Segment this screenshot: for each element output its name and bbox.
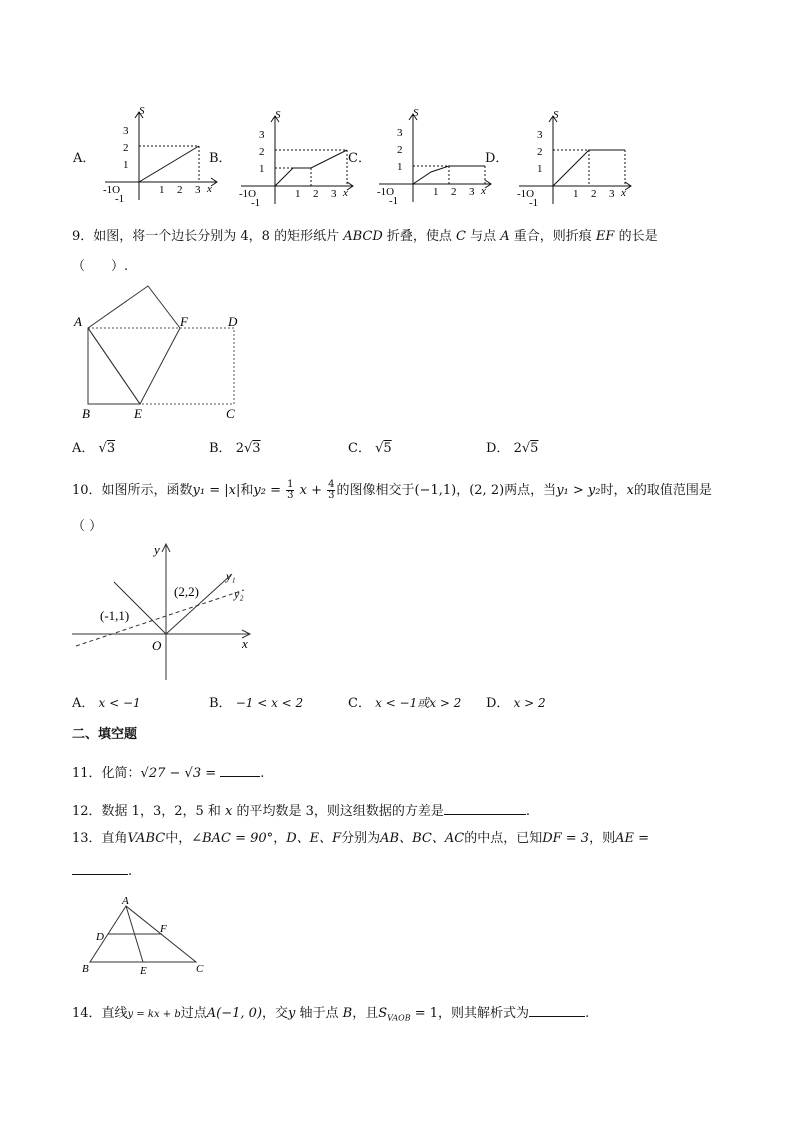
q8-a-s: S: [139, 105, 145, 117]
svg-text:-1O: -1O: [517, 188, 535, 200]
svg-text:3: 3: [331, 188, 337, 200]
svg-text:3: 3: [195, 184, 201, 196]
svg-text:2: 2: [259, 146, 265, 158]
q9-stem: 9．如图，将一个边长分别为 4，8 的矩形纸片 ABCD 折叠，使点 C 与点 A 重合，则折痕 EF 的长是: [72, 229, 658, 244]
q8-option-d-label: D．: [485, 151, 509, 166]
q10-figure: [70, 540, 260, 682]
section-title: 二、填空题: [72, 727, 138, 742]
svg-text:E: E: [134, 406, 142, 421]
svg-text:3: 3: [469, 186, 475, 198]
q10-option-c[interactable]: C． x < −1或x > 2: [348, 696, 462, 711]
q9-option-b[interactable]: B． 2√3: [209, 441, 261, 456]
q9-paren: （ ）.: [72, 259, 129, 274]
q8-option-c-graph: [373, 106, 493, 206]
svg-text:3: 3: [537, 129, 543, 141]
svg-text:1: 1: [537, 163, 543, 175]
svg-text:B: B: [82, 406, 90, 421]
q9-option-d[interactable]: D． 2√5: [486, 441, 539, 456]
svg-text:1: 1: [573, 188, 579, 200]
svg-text:x: x: [242, 636, 248, 651]
q13-blank-line: .: [72, 862, 132, 878]
svg-text:2: 2: [313, 188, 319, 200]
q14: 14．直线y = kx + b过点A(−1, 0)，交y 轴于点 B，且$S_{VAOB} = 1$，则其解析式为 .: [72, 1006, 590, 1023]
q11: 11．化简：√27 − √3 = .: [72, 766, 265, 781]
svg-text:-1: -1: [389, 195, 399, 206]
q10-option-d[interactable]: D． x > 2: [486, 696, 546, 711]
q13-figure: [78, 892, 218, 980]
q12: 12．数据 1，3，2，5 和 x 的平均数是 3，则这组数据的方差是 .: [72, 804, 531, 819]
svg-text:x: x: [343, 187, 348, 199]
q13-answer-blank[interactable]: [72, 862, 128, 875]
q9-option-a[interactable]: A． √3: [72, 441, 116, 456]
q10-option-b[interactable]: B． −1 < x < 2: [209, 696, 304, 711]
q10-stem: 10．如图所示，函数y₁ = |x|和y₂ = $\frac{1}{3}$ x + $\frac{4}{3}$ 的图像相交于(−1,1)，(2, 2)两点，当y₁ > y₂时，x的取值范围是: [72, 479, 712, 501]
q10-options: [72, 697, 672, 715]
q8-option-b-label: B．: [209, 151, 232, 166]
svg-text:-1O: -1O: [377, 186, 395, 198]
svg-text:S: S: [413, 107, 419, 119]
svg-text:B: B: [82, 963, 89, 975]
svg-text:D: D: [228, 314, 238, 329]
q10-paren: （ ）: [72, 519, 103, 534]
svg-text:2: 2: [397, 144, 403, 156]
svg-text:3: 3: [609, 188, 615, 200]
svg-text:A: A: [74, 314, 82, 329]
svg-text:D: D: [96, 931, 104, 943]
q8-option-a-label: A．: [73, 151, 96, 166]
svg-text:3: 3: [123, 125, 129, 137]
q8-option-c-label: C．: [348, 151, 371, 166]
q9-figure: [70, 282, 250, 424]
svg-text:C: C: [196, 963, 204, 975]
svg-text:C: C: [226, 406, 235, 421]
q10-option-a[interactable]: A． x < −1: [72, 696, 141, 711]
svg-text:1: 1: [159, 184, 165, 196]
svg-text:2: 2: [451, 186, 457, 198]
q9-options: [72, 442, 672, 460]
q8-option-d-graph: [513, 108, 633, 208]
svg-text:-1O: -1O: [239, 188, 257, 200]
q8-options: [73, 104, 693, 208]
svg-text:(2,2): (2,2): [174, 584, 199, 599]
svg-text:(-1,1): (-1,1): [100, 608, 130, 623]
svg-text:-1: -1: [251, 197, 261, 208]
svg-text:y: y: [154, 542, 160, 557]
svg-text:1: 1: [433, 186, 439, 198]
svg-text:y₂: y₂: [234, 587, 244, 601]
svg-text:2: 2: [123, 142, 129, 154]
svg-text:x: x: [481, 185, 486, 197]
svg-text:-1: -1: [529, 197, 539, 208]
svg-text:x: x: [207, 183, 212, 195]
svg-text:2: 2: [591, 188, 597, 200]
svg-text:1: 1: [123, 159, 129, 171]
q11-answer-blank[interactable]: [220, 764, 260, 777]
svg-text:1: 1: [397, 161, 403, 173]
svg-text:S: S: [275, 109, 281, 121]
svg-text:y₁: y₁: [226, 569, 236, 583]
q13: 13．直角VABC中，∠BAC = 90°，D、E、F分别为AB、BC、AC的中点，已知DF = 3，则AE =: [72, 831, 649, 846]
svg-text:A: A: [122, 895, 129, 907]
q8-option-b-graph: [235, 108, 355, 208]
svg-text:3: 3: [397, 127, 403, 139]
q14-answer-blank[interactable]: [529, 1004, 585, 1017]
svg-text:F: F: [160, 923, 167, 935]
q9-option-c[interactable]: C． √5: [348, 441, 392, 456]
svg-text:x: x: [621, 187, 626, 199]
svg-text:-1O: -1O: [103, 184, 121, 196]
q12-answer-blank[interactable]: [444, 802, 526, 815]
svg-text:E: E: [140, 965, 147, 977]
svg-text:O: O: [152, 638, 162, 653]
q8-option-a-graph: [99, 104, 219, 204]
svg-text:2: 2: [177, 184, 183, 196]
svg-text:3: 3: [259, 129, 265, 141]
svg-text:1: 1: [259, 163, 265, 175]
svg-text:F: F: [180, 314, 188, 329]
svg-text:2: 2: [537, 146, 543, 158]
svg-text:S: S: [553, 109, 559, 121]
svg-text:-1: -1: [115, 193, 125, 204]
svg-text:1: 1: [295, 188, 301, 200]
